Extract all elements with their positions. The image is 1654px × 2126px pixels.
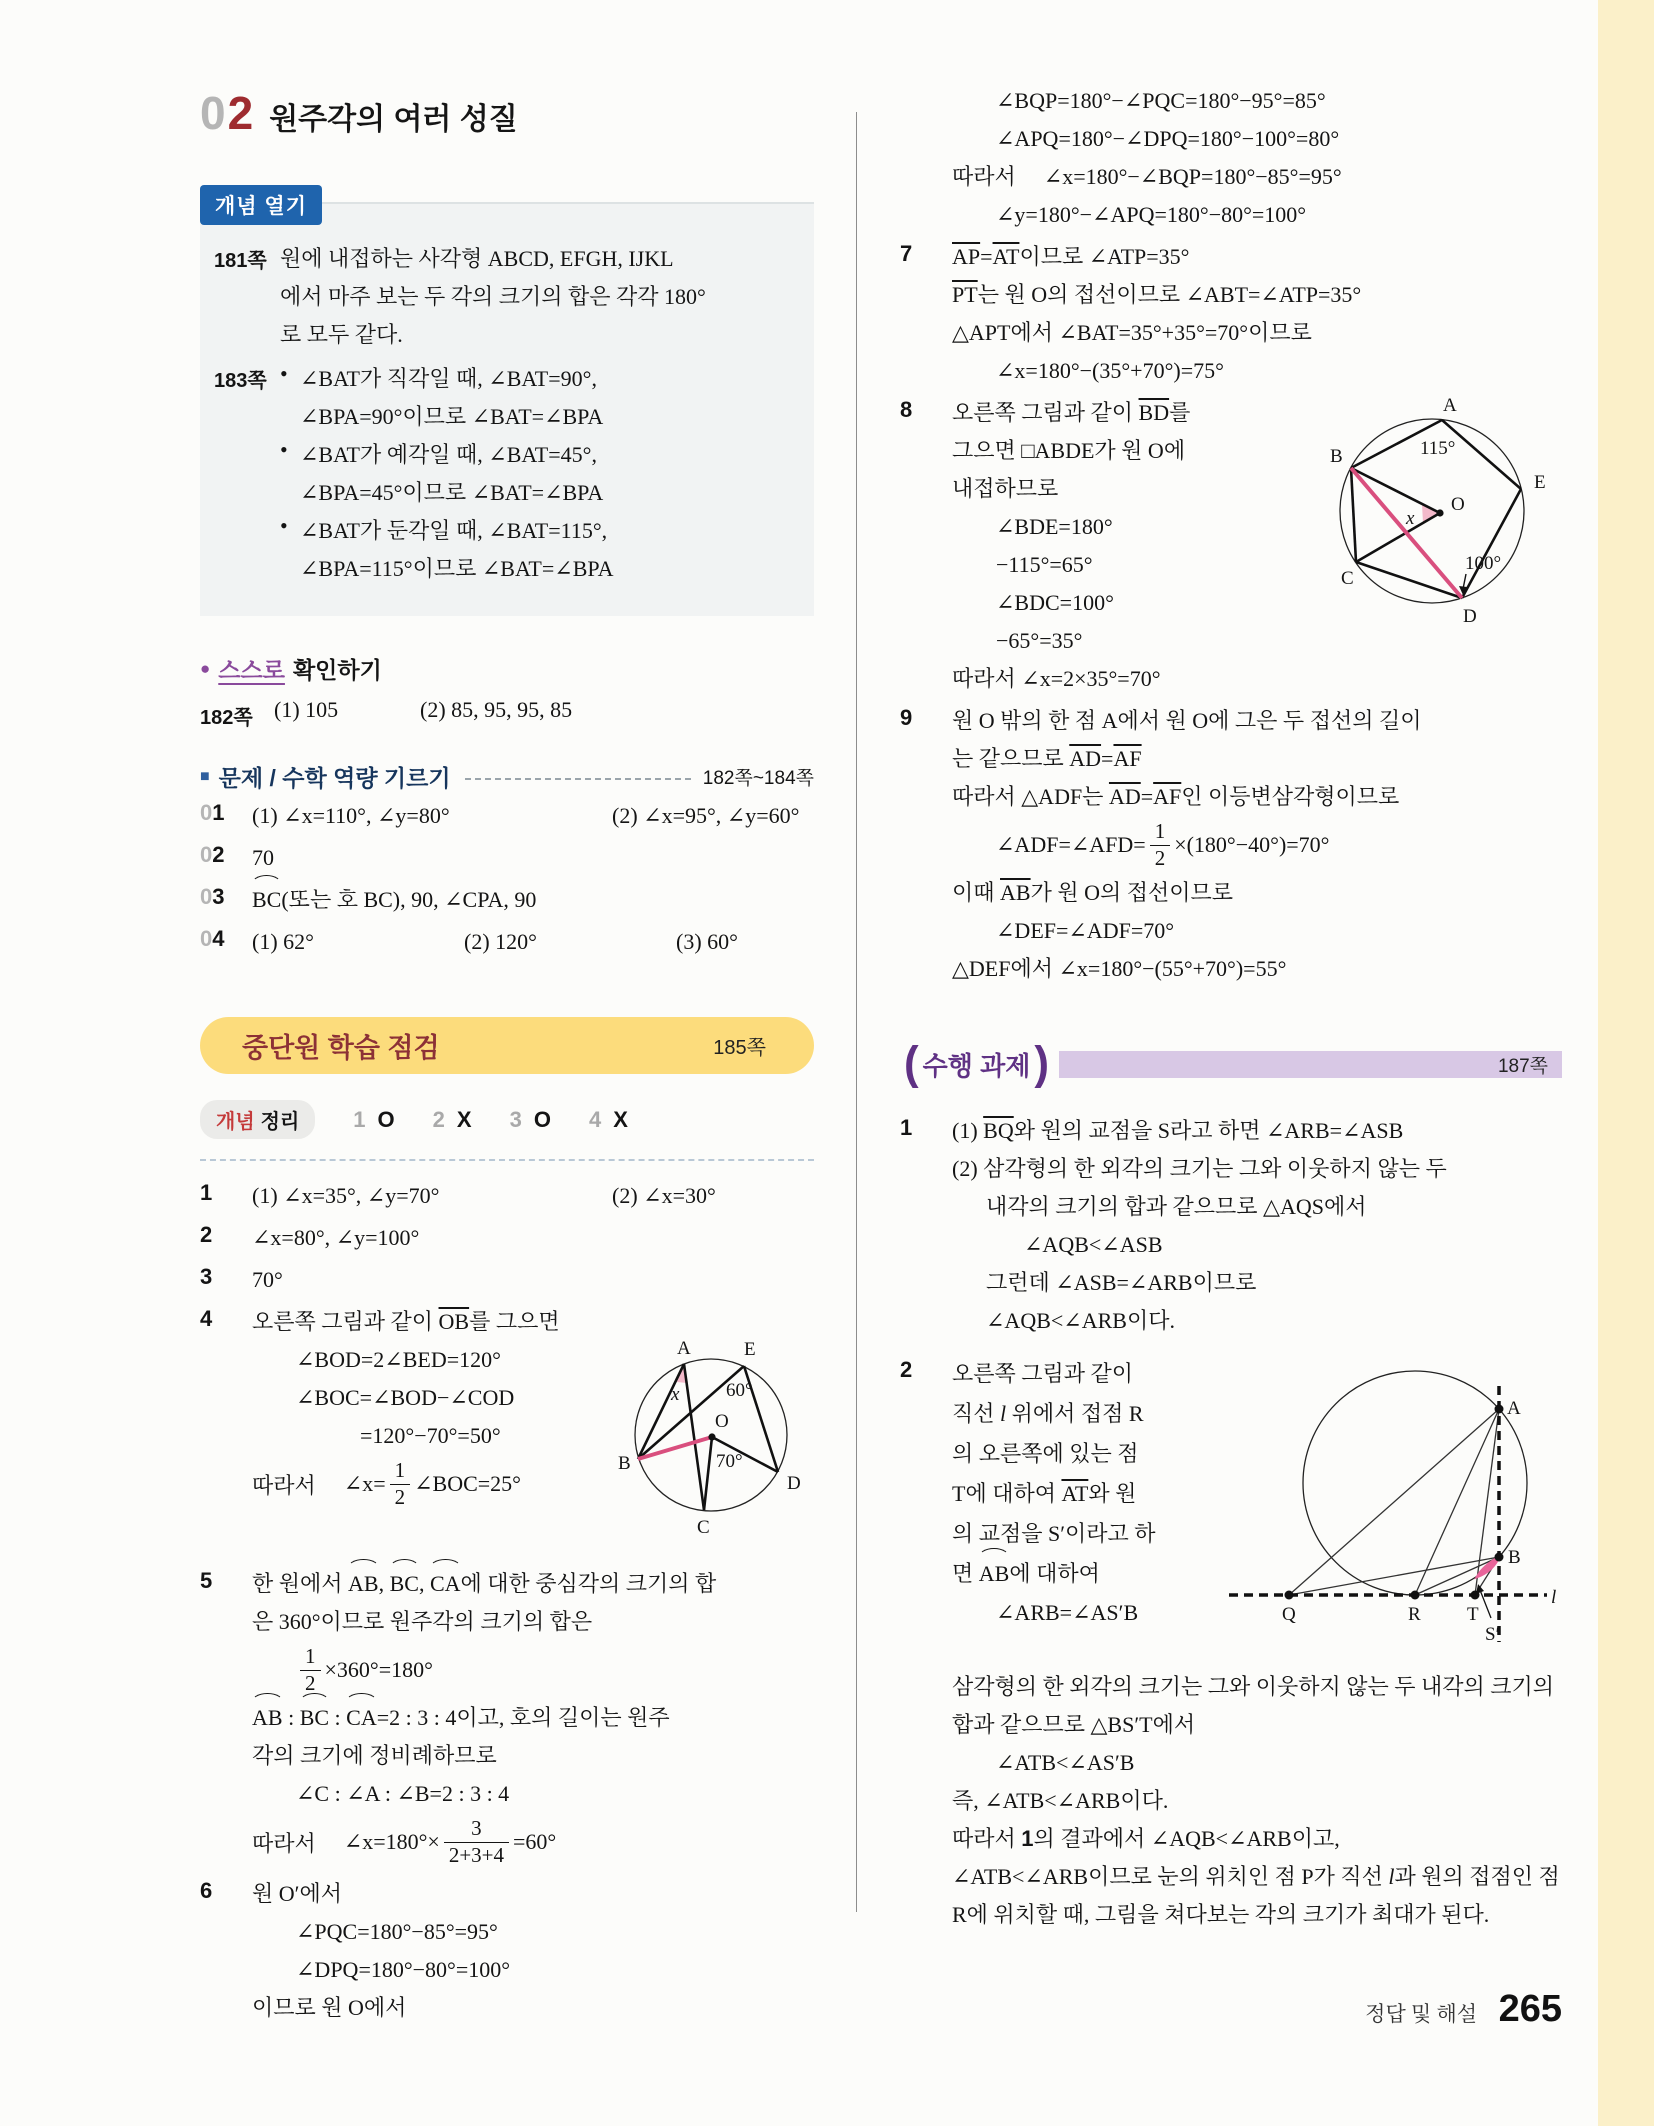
point-label-E: E (744, 1339, 756, 1360)
equation: ∠x=180°−(35°+70°)=75° (996, 358, 1224, 383)
self-check-title: 확인하기 (292, 657, 382, 683)
ox-answer: 3 O (509, 1106, 551, 1132)
point-label-O: O (1451, 494, 1465, 515)
paren-icon: ( (904, 1037, 919, 1090)
segment-notation: $\overline{PT}$ (952, 282, 978, 307)
paren-icon: ) (1034, 1037, 1050, 1090)
angle-label-70: 70° (716, 1451, 743, 1472)
answer: (3) 60° (676, 929, 738, 954)
solution-item-4: 4 A E B C D O x 60° 70° 오른쪽 그림과 같이 $\overline{OB}$를 그으면 ∠BOD=2∠BED=120° ∠BOC=∠BOD−∠COD =120°−70°=50° 따라서 ∠x= $\frac{1}{2}$ ∠BOC=25° (200, 1303, 814, 1561)
practice-header (200, 760, 814, 793)
concept-line: 에서 마주 보는 두 각의 크기의 합은 각각 180° (280, 284, 706, 309)
arc-notation: BC (390, 1565, 419, 1603)
section-number-digit: 2 (227, 87, 256, 139)
equation: ∠BOC=∠BOD−∠COD (296, 1385, 515, 1410)
answer: (2) ∠x=95°, ∠y=60° (612, 803, 800, 828)
segment-notation: $\overline{AF}$ (1113, 746, 1142, 771)
arc-notation: CA (430, 1565, 461, 1603)
bullet-item (280, 512, 800, 588)
angle-label-x: x (1406, 508, 1415, 529)
arc-notation: AB (348, 1565, 379, 1603)
fraction: $\frac{1}{2}$ (1150, 819, 1171, 870)
bullet-item (280, 436, 800, 512)
answer: (1) 62° (252, 929, 314, 954)
answer: 70° (252, 1267, 283, 1292)
answer: (2) 85, 95, 95, 85 (420, 697, 573, 722)
point-label-C: C (697, 1517, 710, 1538)
equation: ∠BDE=180°−115°=65° (996, 514, 1113, 577)
self-check-title-em: 스스로 (218, 657, 285, 683)
angle-label-x: x (671, 1384, 680, 1405)
fraction: $\frac{1}{2}$ (390, 1458, 411, 1509)
point-label-O: O (715, 1411, 729, 1432)
section-number-zero: 0 (200, 87, 228, 139)
circle-bullet-icon: ● (200, 658, 211, 678)
segment-notation: $\overline{BD}$ (1138, 400, 1170, 425)
section-title (200, 86, 814, 140)
right-column (900, 78, 1562, 1934)
concept-line: 로 모두 같다. (280, 322, 403, 347)
ox-answer: 2 X (432, 1106, 472, 1132)
equation: 따라서 ∠x=180°× $\frac{3}{2+3+4}$ =60° (252, 1816, 557, 1867)
point-label-A: A (1507, 1398, 1521, 1419)
equation: ∠BOD=2∠BED=120° (296, 1347, 501, 1372)
bullet-icon: • (280, 437, 288, 462)
point-label-D: D (787, 1473, 801, 1494)
solution-item-6-continued: ∠BQP=180°−∠PQC=180°−95°=85° ∠APQ=180°−∠DPQ=180°−100°=80° 따라서 ∠x=180°−∠BQP=180°−85°=95° ∠y=180°−∠APQ=180°−80°=100° (900, 82, 1562, 234)
ox-answer: 1 O (353, 1106, 395, 1132)
concept-open-badge: 개념 열기 (200, 185, 322, 225)
answer: (또는 호 BC), 90, ∠CPA, 90 (281, 887, 537, 912)
banner-page: 187쪽 (1497, 1055, 1548, 1077)
answer: ∠x=80°, ∠y=100° (252, 1225, 420, 1250)
bullet-icon: • (280, 361, 288, 386)
solution-item-1: 1 (1) ∠x=35°, ∠y=70° (2) ∠x=30° (200, 1177, 814, 1215)
arc-notation: CA (346, 1699, 377, 1737)
dashed-separator (200, 1159, 814, 1161)
concept-summary-row (200, 1100, 814, 1139)
dashed-leader (465, 778, 691, 780)
task-banner-bar (1059, 1051, 1562, 1078)
problem8-circle-diagram (1200, 396, 1562, 644)
page-footer (900, 1988, 1562, 2031)
equation: ∠PQC=180°−85°=95° (296, 1919, 498, 1944)
solution-item-9: 9 원 O 밖의 한 점 A에서 원 O에 그은 두 접선의 길이 는 같으므로 $\overline{AD}=\overline{AF}$ 따라서 △ADF는 $\overline{AD}=\overline{AF}$인 이등변삼각형이므로 ∠ADF=∠AFD= $\frac{1}{2}$ ×(180°−40°)=70° 이때 $\overline{AB}$가 원 O의 접선이므로 ∠DEF=∠ADF=70° △DEF에서 ∠x=180°−(55°+70°)=55° (900, 702, 1562, 988)
equation: ∠ARB=∠AS′B (996, 1600, 1139, 1625)
answer: (2) 120° (464, 929, 537, 954)
practice-title: 문제 / 수학 역량 기르기 (218, 765, 451, 791)
footer-page-number: 265 (1498, 1988, 1562, 2030)
point-label-S-prime: S′ (1485, 1624, 1500, 1645)
concept-line: ∠BPA=90°이므로 ∠BAT=∠BPA (300, 404, 604, 429)
equation: ∠ATB<∠AS′B (996, 1750, 1135, 1775)
arc-notation: BC (252, 881, 281, 919)
point-label-C: C (1341, 568, 1354, 589)
page-range: 182쪽~184쪽 (702, 768, 814, 789)
self-check-answers (200, 697, 814, 730)
practice-item-03: 03 BC(또는 호 BC), 90, ∠CPA, 90 (200, 881, 814, 919)
mid-unit-banner (200, 1017, 814, 1074)
practice-item-04: 04 (1) 62° (2) 120° (3) 60° (200, 923, 814, 961)
point-label-E: E (1534, 472, 1546, 493)
equation: ∠C : ∠A : ∠B=2 : 3 : 4 (296, 1781, 510, 1806)
bullet-icon: • (280, 513, 288, 538)
banner-title: 중단원 학습 점검 (242, 1033, 440, 1063)
section-title-text: 원주각의 여러 성질 (269, 103, 518, 136)
concept-pill: 개념 정리 (200, 1100, 315, 1139)
page-edge-strip (1598, 0, 1654, 2126)
fraction: $\frac{1}{2}$ (300, 1644, 321, 1695)
bullet-item (280, 360, 800, 436)
banner-page: 185쪽 (713, 1037, 766, 1059)
arc-notation: BC (300, 1699, 329, 1737)
variable-l: l (1000, 1401, 1007, 1426)
answer: (1) ∠x=35°, ∠y=70° (252, 1183, 440, 1208)
angle-label-115: 115° (1420, 438, 1456, 459)
segment-notation: $\overline{AD}$ (1108, 784, 1141, 809)
equation: ∠APQ=180°−∠DPQ=180°−100°=80° (996, 126, 1340, 151)
concept-open-box (200, 195, 814, 616)
segment-notation: $\overline{AT}$ (1061, 1481, 1089, 1506)
solution-item-6: 6 원 O′에서 ∠PQC=180°−85°=95° ∠DPQ=180°−80°=100° 이므로 원 O에서 (200, 1875, 814, 2027)
column-divider (856, 112, 857, 1912)
segment-notation: $\overline{OB}$ (438, 1309, 470, 1334)
solution-item-5: 5 한 원에서 AB, BC, CA에 대한 중심각의 크기의 합 은 360°이므로 원주각의 크기의 합은 $\frac{1}{2}$ ×360°=180° AB : BC : CA=2 : 3 : 4이고, 호의 길이는 원주 각의 크기에 정비례하므로 ∠C : ∠A : ∠B=2 : 3 : 4 따라서 ∠x=180°× $\frac{3}{2+3+4}$ =60° (200, 1565, 814, 1871)
section-number (200, 86, 255, 140)
point-label-B: B (618, 1453, 631, 1474)
task2-tangent-diagram (1160, 1360, 1562, 1658)
concept-line: ∠BPA=115°이므로 ∠BAT=∠BPA (300, 556, 614, 581)
answer: (1) ∠x=110°, ∠y=80° (252, 803, 450, 828)
task-banner (900, 1037, 1562, 1090)
equation: ∠y=180°−∠APQ=180°−80°=100° (996, 202, 1307, 227)
equation: ∠DPQ=180°−80°=100° (296, 1957, 511, 1982)
page-label: 182쪽 (200, 707, 253, 729)
equation: ∠ADF=∠AFD= $\frac{1}{2}$ ×(180°−40°)=70° (996, 819, 1330, 870)
solution-item-7: 7 $\overline{AP}=\overline{AT}$이므로 ∠ATP=35° $\overline{PT}$는 원 O의 접선이므로 ∠ABT=∠ATP=35° △APT에서 ∠BAT=35°+35°=70°이므로 ∠x=180°−(35°+70°)=75° (900, 238, 1562, 390)
segment-notation: $\overline{AB}$ (1000, 880, 1031, 905)
equation: ∠BDC=100°−65°=35° (996, 590, 1114, 653)
point-label-B: B (1508, 1547, 1521, 1568)
segment-notation: $\overline{AD}$ (1069, 746, 1102, 771)
arc-notation: AB (252, 1699, 283, 1737)
task-banner-title: 수행 과제 (922, 1050, 1031, 1081)
segment-notation: $\overline{BQ}$ (983, 1118, 1014, 1143)
page-label: 183쪽 (214, 370, 267, 392)
page-label: 181쪽 (214, 250, 267, 272)
equation: ∠BQP=180°−∠PQC=180°−95°=85° (996, 88, 1326, 113)
equation: ∠AQB<∠ASB (1024, 1232, 1163, 1257)
fraction: $\frac{3}{2+3+4}$ (444, 1816, 509, 1867)
square-bullet-icon: ■ (200, 767, 210, 785)
point-label-T: T (1467, 1604, 1479, 1625)
point-label-R: R (1408, 1604, 1421, 1625)
concept-line: ∠BAT가 둔각일 때, ∠BAT=115°, (300, 518, 608, 543)
concept-line: ∠BPA=45°이므로 ∠BAT=∠BPA (300, 480, 604, 505)
segment-notation: $\overline{AF}$ (1153, 784, 1182, 809)
task-item-1: 1 (1) $\overline{BQ}$와 원의 교점을 S라고 하면 ∠ARB=∠ASB (2) 삼각형의 한 외각의 크기는 그와 이웃하지 않는 두 내각의 크기의 합과 같으므로 △AQS에서 ∠AQB<∠ASB 그런데 ∠ASB=∠ARB이므로 ∠AQB<∠ARB이다. (900, 1112, 1562, 1340)
mid-check-items (200, 1177, 814, 2027)
answer: (1) 105 (274, 697, 339, 722)
solution-item-3: 3 70° (200, 1261, 814, 1299)
concept-line: 원에 내접하는 사각형 ABCD, EFGH, IJKL (280, 246, 674, 271)
answer: (2) ∠x=30° (612, 1183, 716, 1208)
footer-label: 정답 및 해설 (1365, 2002, 1478, 2026)
solution-item-8: 8 A B E C D O 115° x 100° 오른쪽 그림과 같이 $\overline{BD}$를 그으면 □ABDE가 원 O에 내접하므로 ∠BDE=180°−115°=65° ∠BDC=100°−65°=35° 따라서 ∠x=2×35°=70° (900, 394, 1562, 698)
arrow-to-S-prime (1476, 1584, 1484, 1594)
concept-open-row-181 (214, 240, 800, 354)
equation: $\frac{1}{2}$ ×360°=180° (252, 1641, 814, 1699)
equation: =120°−70°=50° (360, 1423, 501, 1448)
practice-item-02: 02 70 (200, 839, 814, 877)
angle-label-100: 100° (1465, 553, 1502, 574)
self-check-header (200, 652, 814, 685)
problem4-circle-diagram (609, 1297, 814, 1555)
equation: 따라서 ∠x= $\frac{1}{2}$ ∠BOC=25° (252, 1458, 521, 1509)
variable-l: l (1388, 1864, 1395, 1889)
arc-notation: AB (979, 1554, 1010, 1594)
practice-item-01: 01 (1) ∠x=110°, ∠y=80° (2) ∠x=95°, ∠y=60° (200, 797, 814, 835)
concept-line: ∠BAT가 직각일 때, ∠BAT=90°, (300, 366, 597, 391)
concept-line: ∠BAT가 예각일 때, ∠BAT=45°, (300, 442, 597, 467)
task-item-2: 2 Q R T A B S′ l 오른쪽 그림과 같이 직선 l 위에서 접점 R의 오른쪽에 있는 점 T에 대하여 $\overline{AT}$와 원의 교점을 S′이라고 하면 AB에 대하여 ∠ARB=∠AS′B 삼각형의 한 외각의 크기는 그와 이웃하지 않는 두 내각의 크기의 합과 같으므로 △BS′T에서 ∠ATB<∠AS′B 즉, ∠ATB<∠ARB이다. 따라서 1의 결과에서 ∠AQB<∠ARB이고, ∠ATB<∠ARB이므로 눈의 위치인 점 P가 직선 l과 원의 접점인 점 R에 위치할 때, 그림을 쳐다보는 각의 크기가 최대가 된다. (900, 1354, 1562, 1934)
point-label-A: A (677, 1338, 691, 1359)
segment-notation: $\overline{AT}$ (992, 244, 1020, 269)
point-label-A: A (1443, 396, 1457, 416)
point-label-Q: Q (1282, 1604, 1296, 1625)
angle-label-60: 60° (726, 1380, 753, 1401)
left-column (200, 86, 814, 2027)
item-reference: 1 (1021, 1826, 1034, 1851)
point-label-D: D (1463, 606, 1477, 627)
equation: ∠DEF=∠ADF=70° (996, 918, 1175, 943)
ox-answer: 4 X (588, 1106, 628, 1132)
point-label-B: B (1330, 446, 1343, 467)
answer: 70 (252, 845, 274, 870)
line-label-l: l (1551, 1587, 1557, 1608)
segment-notation: $\overline{AP}$ (952, 244, 981, 269)
solution-item-2: 2 ∠x=80°, ∠y=100° (200, 1219, 814, 1257)
concept-open-row-183 (214, 360, 800, 588)
